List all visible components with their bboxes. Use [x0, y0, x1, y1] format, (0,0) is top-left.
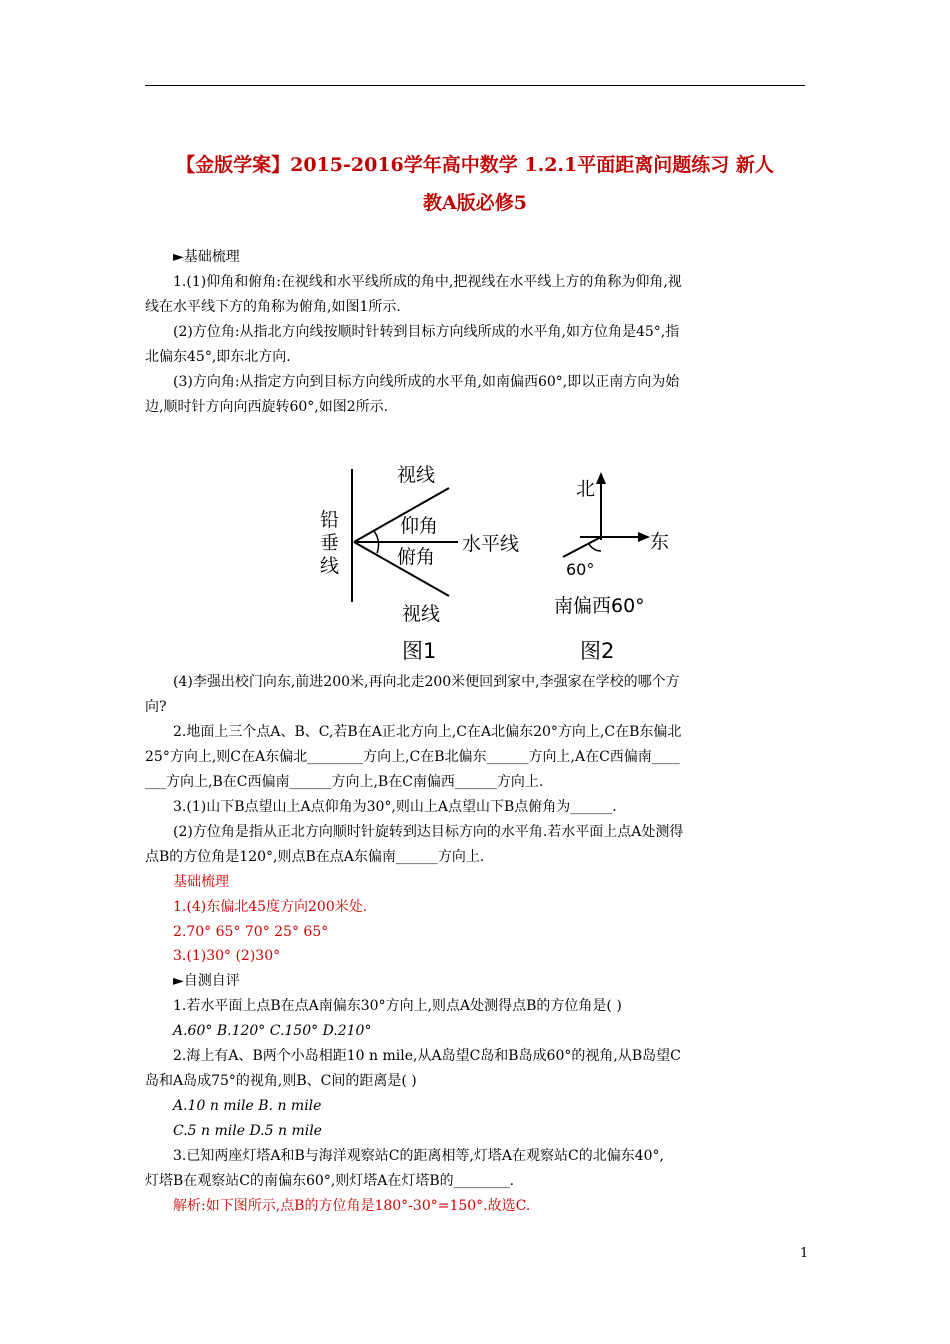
vertical-line-label: 线 — [320, 555, 340, 577]
sight-line-bottom-label: 视线 — [402, 603, 441, 625]
question-text: 3.已知两座灯塔A和B与海洋观察站C的距离相等,灯塔A在观察站C的北偏东40°, — [173, 1148, 665, 1164]
question-options: A.60° B.120° C.150° D.210° — [173, 1023, 372, 1039]
analysis-text: 解析:如下图所示,点B的方位角是180°-30°=150°.故选C. — [173, 1198, 531, 1214]
southwest-direction-label: 南偏西60° — [554, 595, 645, 617]
answer-line: 3.(1)30° (2)30° — [173, 948, 281, 964]
figure-2 — [554, 472, 669, 663]
question-text: 25°方向上,则C在A东偏北________方向上,C在B北偏东______方向上,A在C西偏南____ — [145, 749, 680, 765]
vertical-line-label: 铅 — [320, 509, 340, 531]
question-text: 2.地面上三个点A、B、C,若B在A正北方向上,C在A北偏东20°方向上,C在B东偏北 — [173, 724, 682, 740]
paragraph-text: 北偏东45°,即东北方向. — [145, 349, 291, 365]
question-options: A.10 n mile B. n mile — [173, 1098, 322, 1114]
paragraph-text: 1.(1)仰角和俯角:在视线和水平线所成的角中,把视线在水平线上方的角称为仰角,视 — [173, 274, 682, 290]
question-text: ___方向上,B在C西偏南______方向上,B在C南偏西______方向上. — [145, 774, 544, 790]
paragraph-text: (2)方位角:从指北方向线按顺时针转到目标方向线所成的水平角,如方位角是45°,指 — [173, 324, 680, 340]
question-text: (4)李强出校门向东,前进200米,再向北走200米便回到家中,李强家在学校的哪个方 — [173, 674, 680, 690]
depression-angle-label: 俯角 — [397, 546, 436, 568]
north-label: 北 — [576, 478, 596, 500]
answer-line: 2.70° 65° 70° 25° 65° — [173, 924, 329, 940]
sight-line-top-label: 视线 — [397, 464, 436, 486]
question-text: 1.若水平面上点B在点A南偏东30°方向上,则点A处测得点B的方位角是( ) — [173, 998, 622, 1014]
angle-label: 60° — [566, 560, 595, 579]
east-arrow-icon — [638, 532, 650, 542]
header-rule — [145, 85, 805, 86]
answer-line: 1.(4)东偏北45度方向200米处. — [173, 899, 368, 915]
vertical-line-label: 垂 — [320, 532, 340, 554]
document-title-line1: 【金版学案】2015-2016学年高中数学 1.2.1平面距离问题练习 新人 — [176, 154, 774, 176]
section-heading-self-test: ►自测自评 — [173, 973, 240, 989]
paragraph-text: (3)方向角:从指定方向到目标方向线所成的水平角,如南偏西60°,即以正南方向为始 — [173, 374, 680, 390]
north-arrow-icon — [596, 472, 606, 484]
question-options: C.5 n mile D.5 n mile — [173, 1123, 322, 1139]
horizontal-line-label: 水平线 — [462, 533, 520, 555]
question-text: 点B的方位角是120°,则点B在点A东偏南______方向上. — [145, 849, 485, 865]
question-text: 向? — [145, 699, 167, 715]
figure-2-caption: 图2 — [580, 639, 615, 663]
page-number: 1 — [800, 1246, 809, 1261]
question-text: 3.(1)山下B点望山上A点仰角为30°,则山上A点望山下B点俯角为______. — [173, 799, 617, 815]
document-title-line2: 教A版必修5 — [423, 192, 527, 214]
figure-1 — [320, 464, 519, 663]
section-heading-basics: ►基础梳理 — [173, 249, 240, 265]
figure-1-caption: 图1 — [402, 639, 437, 663]
paragraph-text: 边,顺时针方向向西旋转60°,如图2所示. — [145, 399, 389, 415]
figures — [310, 462, 690, 672]
elevation-angle-label: 仰角 — [400, 515, 439, 537]
paragraph-text: 线在水平线下方的角称为俯角,如图1所示. — [145, 299, 401, 315]
question-text: (2)方位角是指从正北方向顺时针旋转到达目标方向的水平角.若水平面上点A处测得 — [173, 824, 684, 840]
question-text: 2.海上有A、B两个小岛相距10 n mile,从A岛望C岛和B岛成60°的视角,从B岛望C — [173, 1048, 681, 1064]
question-text: 灯塔B在观察站C的南偏东60°,则灯塔A在灯塔B的________. — [145, 1173, 515, 1189]
east-label: 东 — [650, 531, 670, 553]
answers-heading: 基础梳理 — [173, 874, 229, 890]
question-text: 岛和A岛成75°的视角,则B、C间的距离是( ) — [145, 1073, 417, 1089]
